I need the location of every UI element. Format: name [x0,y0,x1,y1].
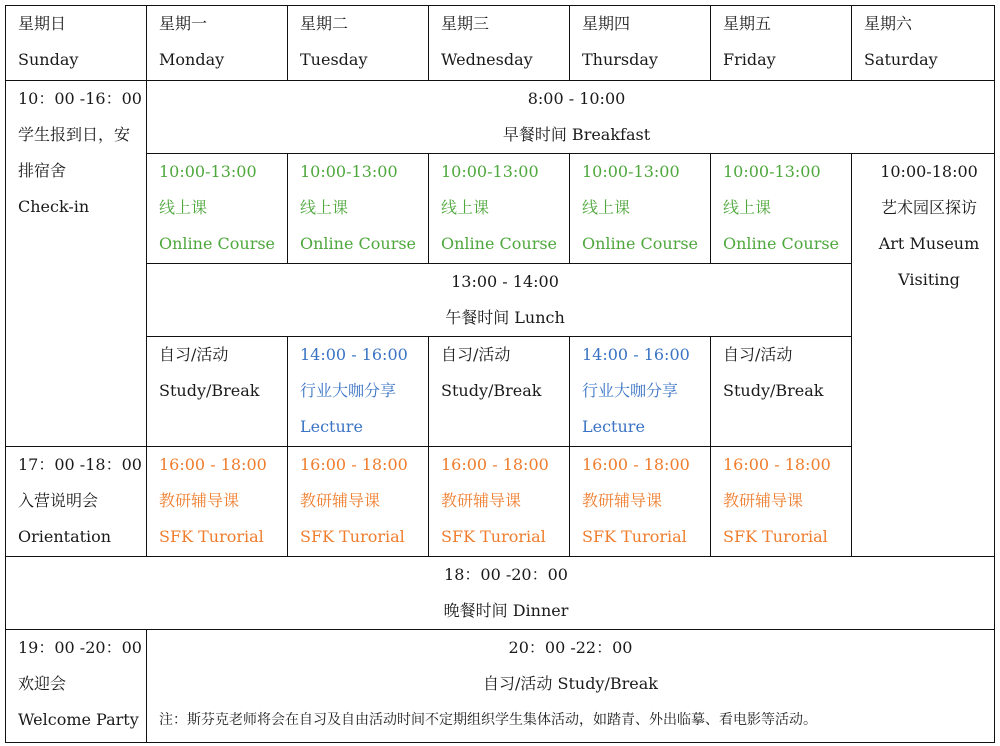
day-en: Thursday [582,50,658,69]
study-break-friday [711,337,852,447]
header-monday [147,6,288,81]
tutorial-row [6,447,995,557]
day-zh: 星期日 [18,14,67,33]
tutorial-en: SFK Turorial [582,527,687,546]
header-thursday [570,6,711,81]
study-break-wednesday [429,337,570,447]
lunch-label: 午餐时间 Lunch [445,308,565,327]
day-zh: 星期一 [159,14,208,33]
tutorial-zh: 教研辅导课 [300,491,381,510]
welcome-time: 19：00 -20：00 [18,638,142,657]
day-en: Wednesday [441,50,533,69]
lecture-time: 14:00 - 16:00 [582,345,690,364]
day-zh: 星期四 [582,14,631,33]
online-course-row [6,154,995,264]
online-course-monday [147,154,288,264]
course-en: Online Course [582,234,699,253]
checkin-en: Check-in [18,197,90,216]
dinner-time: 18：00 -20：00 [444,565,568,584]
course-zh: 线上课 [441,198,490,217]
course-en: Online Course [300,234,417,253]
course-time: 10:00-13:00 [723,162,821,181]
lecture-tuesday [288,337,429,447]
checkin-time: 10：00 -16：00 [18,89,142,108]
header-tuesday [288,6,429,81]
online-course-thursday [570,154,711,264]
course-zh: 线上课 [159,198,208,217]
evening-time: 20：00 -22：00 [508,638,633,657]
day-en: Friday [723,50,776,69]
dinner-row [6,557,995,630]
course-en: Online Course [159,234,276,253]
tutorial-zh: 教研辅导课 [723,491,804,510]
saturday-zh: 艺术园区探访 [880,198,977,217]
course-zh: 线上课 [723,198,772,217]
afternoon-row [6,337,995,447]
lunch-row [6,264,995,337]
online-course-wednesday [429,154,570,264]
study-zh: 自习/活动 [441,345,511,364]
tutorial-thursday [570,447,711,557]
lecture-thursday [570,337,711,447]
tutorial-friday [711,447,852,557]
welcome-zh: 欢迎会 [18,674,67,693]
header-wednesday [429,6,570,81]
saturday-time: 10:00-18:00 [880,162,978,181]
tutorial-en: SFK Turorial [300,527,405,546]
activity-note: 注：斯芬克老师将会在自习及自由活动时间不定期组织学生集体活动，如踏青、外出临摹、看电影等活动。 [159,712,817,728]
tutorial-zh: 教研辅导课 [441,491,522,510]
tutorial-en: SFK Turorial [441,527,546,546]
lecture-en: Lecture [300,417,363,436]
study-en: Study/Break [723,381,824,400]
sunday-checkin-cell [6,81,147,447]
tutorial-zh: 教研辅导课 [159,491,240,510]
breakfast-label: 早餐时间 Breakfast [502,125,651,144]
lecture-en: Lecture [582,417,645,436]
evening-label: 自习/活动 Study/Break [483,674,658,693]
day-zh: 星期六 [864,14,913,33]
header-sunday [6,6,147,81]
study-zh: 自习/活动 [159,345,229,364]
orientation-time: 17：00 -18：00 [18,455,142,474]
tutorial-time: 16:00 - 18:00 [300,455,408,474]
breakfast-cell [147,81,995,154]
saturday-en-2: Visiting [898,270,960,289]
tutorial-tuesday [288,447,429,557]
evening-cell [147,630,995,743]
welcome-en: Welcome Party [18,710,139,729]
weekly-schedule-table [5,5,995,743]
checkin-zh-2: 排宿舍 [18,161,67,180]
course-en: Online Course [441,234,558,253]
course-time: 10:00-13:00 [441,162,539,181]
lecture-time: 14:00 - 16:00 [300,345,408,364]
study-en: Study/Break [159,381,260,400]
study-en: Study/Break [441,381,542,400]
day-en: Monday [159,50,225,69]
orientation-en: Orientation [18,527,112,546]
tutorial-time: 16:00 - 18:00 [723,455,831,474]
orientation-zh: 入营说明会 [18,491,99,510]
dinner-cell [6,557,995,630]
online-course-tuesday [288,154,429,264]
evening-row [6,630,995,743]
course-time: 10:00-13:00 [300,162,398,181]
study-zh: 自习/活动 [723,345,793,364]
day-zh: 星期五 [723,14,772,33]
day-zh: 星期三 [441,14,490,33]
breakfast-time: 8:00 - 10:00 [527,89,626,108]
tutorial-wednesday [429,447,570,557]
header-friday [711,6,852,81]
checkin-zh-1: 学生报到日，安 [18,125,131,144]
breakfast-row [6,81,995,154]
header-saturday [852,6,995,81]
saturday-visit-cell [852,154,995,557]
tutorial-time: 16:00 - 18:00 [159,455,267,474]
study-break-monday [147,337,288,447]
lunch-cell [147,264,852,337]
course-zh: 线上课 [300,198,349,217]
orientation-cell [6,447,147,557]
day-en: Tuesday [300,50,368,69]
course-time: 10:00-13:00 [582,162,680,181]
tutorial-monday [147,447,288,557]
lunch-time: 13:00 - 14:00 [451,272,559,291]
tutorial-zh: 教研辅导课 [582,491,663,510]
online-course-friday [711,154,852,264]
lecture-zh: 行业大咖分享 [582,381,679,400]
tutorial-time: 16:00 - 18:00 [441,455,549,474]
course-zh: 线上课 [582,198,631,217]
tutorial-time: 16:00 - 18:00 [582,455,690,474]
saturday-en-1: Art Museum [878,234,980,253]
lecture-zh: 行业大咖分享 [300,381,397,400]
tutorial-en: SFK Turorial [159,527,264,546]
day-en: Saturday [864,50,938,69]
header-row [6,6,995,81]
course-time: 10:00-13:00 [159,162,257,181]
welcome-party-cell [6,630,147,743]
course-en: Online Course [723,234,840,253]
day-en: Sunday [18,50,79,69]
dinner-label: 晚餐时间 Dinner [443,601,569,620]
day-zh: 星期二 [300,14,349,33]
tutorial-en: SFK Turorial [723,527,828,546]
